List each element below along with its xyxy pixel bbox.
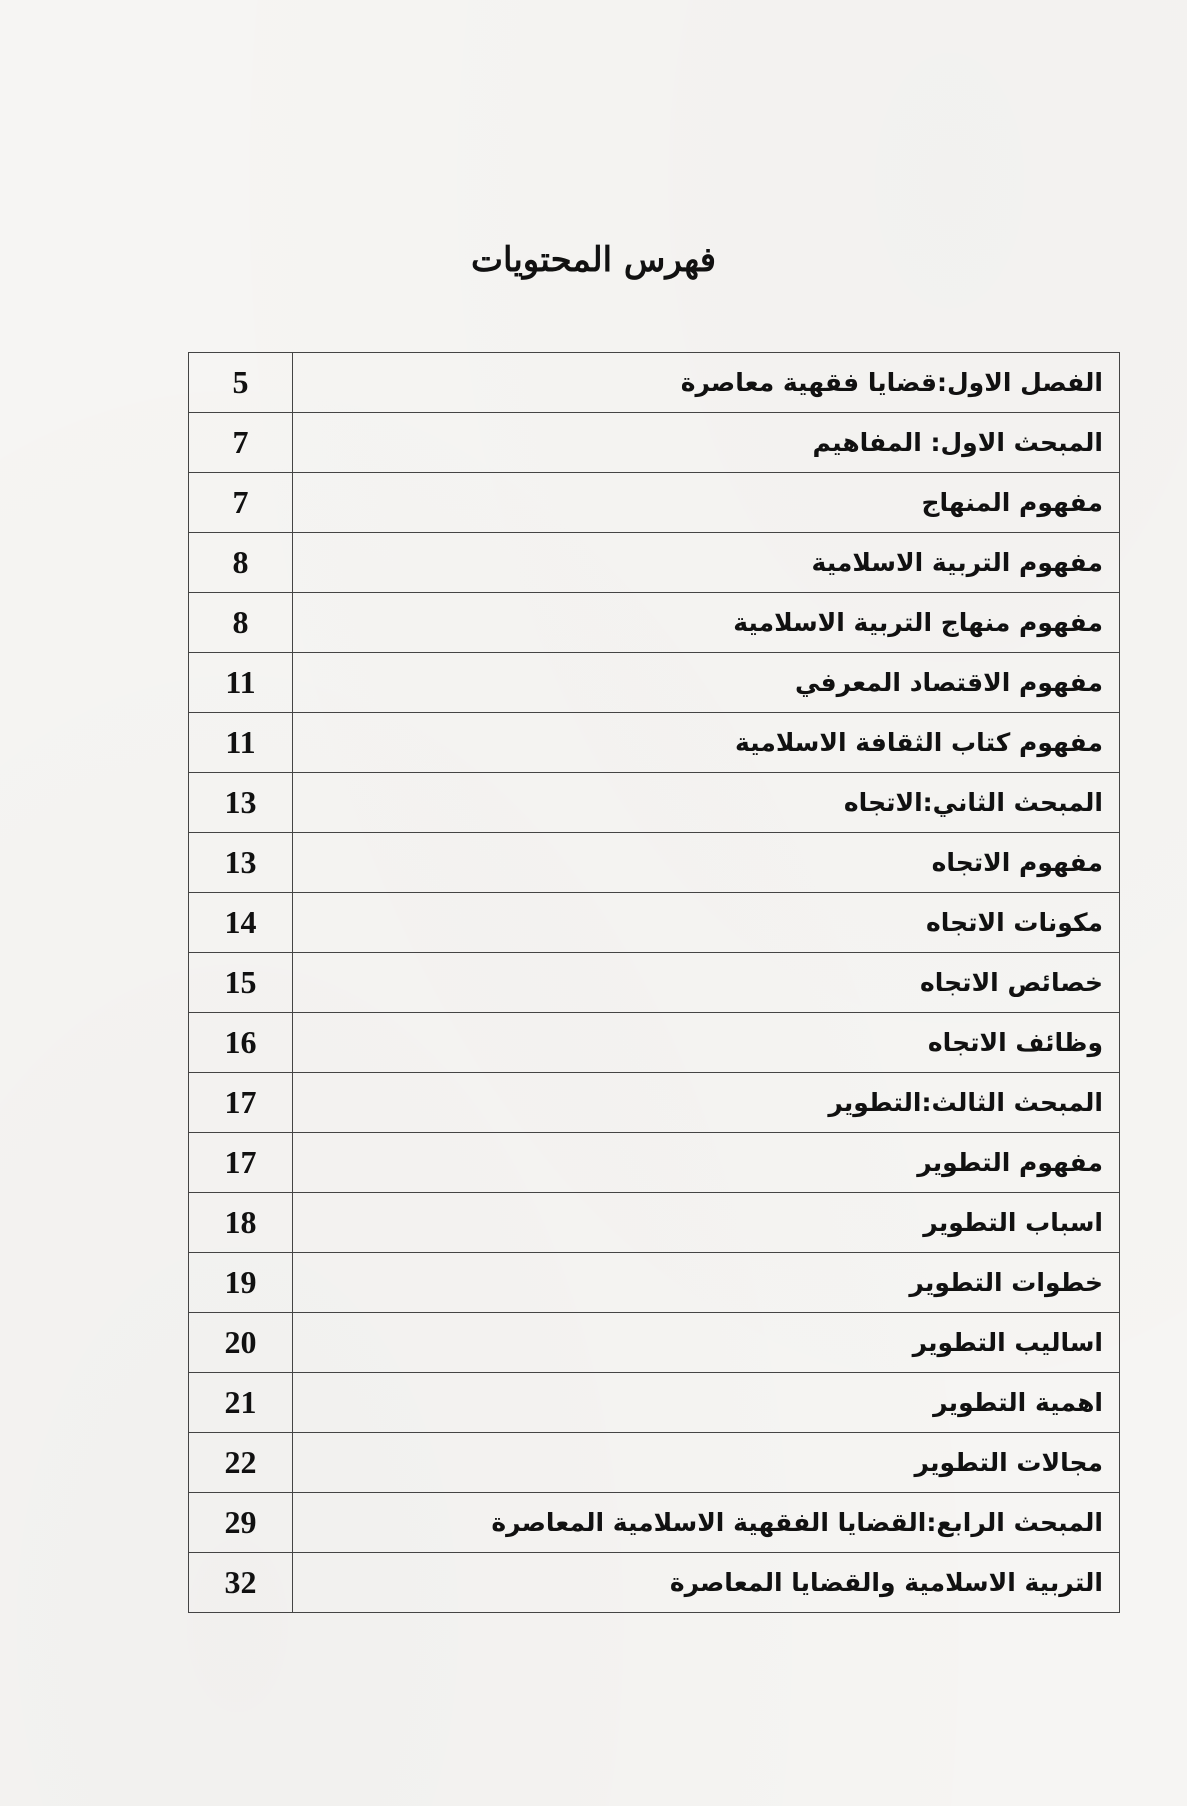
- toc-entry-page: 20: [189, 1313, 293, 1373]
- toc-row: [189, 473, 1120, 533]
- toc-entry-title: المبحث الاول: المفاهيم: [293, 413, 1120, 473]
- toc-entry-page: 17: [189, 1133, 293, 1193]
- toc-row: [189, 413, 1120, 473]
- toc-entry-title: التربية الاسلامية والقضايا المعاصرة: [293, 1553, 1120, 1613]
- toc-entry-page: 29: [189, 1493, 293, 1553]
- toc-entry-title: خطوات التطوير: [293, 1253, 1120, 1313]
- toc-entry-title: مفهوم المنهاج: [293, 473, 1120, 533]
- toc-row: [189, 1253, 1120, 1313]
- toc-entry-page: 22: [189, 1433, 293, 1493]
- toc-entry-title: اسباب التطوير: [293, 1193, 1120, 1253]
- toc-entry-title: مكونات الاتجاه: [293, 893, 1120, 953]
- toc-row: [189, 893, 1120, 953]
- toc-entry-title: مفهوم كتاب الثقافة الاسلامية: [293, 713, 1120, 773]
- toc-entry-title: مفهوم التربية الاسلامية: [293, 533, 1120, 593]
- toc-entry-page: 19: [189, 1253, 293, 1313]
- toc-row: [189, 773, 1120, 833]
- toc-row: [189, 833, 1120, 893]
- toc-entry-page: 32: [189, 1553, 293, 1613]
- toc-entry-page: 7: [189, 473, 293, 533]
- toc-entry-title: مفهوم التطوير: [293, 1133, 1120, 1193]
- toc-entry-title: مجالات التطوير: [293, 1433, 1120, 1493]
- toc-entry-page: 14: [189, 893, 293, 953]
- contents-table: [188, 352, 1120, 1613]
- toc-entry-page: 13: [189, 773, 293, 833]
- toc-row: [189, 1553, 1120, 1613]
- toc-entry-title: الفصل الاول:قضايا فقهية معاصرة: [293, 353, 1120, 413]
- toc-row: [189, 1013, 1120, 1073]
- toc-entry-title: اهمية التطوير: [293, 1373, 1120, 1433]
- toc-entry-title: المبحث الثاني:الاتجاه: [293, 773, 1120, 833]
- toc-row: [189, 1493, 1120, 1553]
- toc-entry-page: 8: [189, 593, 293, 653]
- toc-entry-page: 5: [189, 353, 293, 413]
- toc-row: [189, 593, 1120, 653]
- toc-row: [189, 953, 1120, 1013]
- toc-entry-page: 11: [189, 713, 293, 773]
- toc-row: [189, 1313, 1120, 1373]
- toc-row: [189, 1073, 1120, 1133]
- toc-entry-page: 18: [189, 1193, 293, 1253]
- toc-entry-page: 8: [189, 533, 293, 593]
- toc-entry-title: مفهوم الاتجاه: [293, 833, 1120, 893]
- toc-row: [189, 1433, 1120, 1493]
- toc-entry-page: 21: [189, 1373, 293, 1433]
- toc-row: [189, 653, 1120, 713]
- toc-entry-title: مفهوم منهاج التربية الاسلامية: [293, 593, 1120, 653]
- toc-entry-title: خصائص الاتجاه: [293, 953, 1120, 1013]
- contents-table-body: [189, 353, 1120, 1613]
- toc-row: [189, 1133, 1120, 1193]
- toc-row: [189, 533, 1120, 593]
- toc-entry-page: 15: [189, 953, 293, 1013]
- toc-row: [189, 1193, 1120, 1253]
- toc-row: [189, 1373, 1120, 1433]
- toc-entry-page: 7: [189, 413, 293, 473]
- toc-row: [189, 353, 1120, 413]
- toc-entry-page: 13: [189, 833, 293, 893]
- toc-entry-title: المبحث الرابع:القضايا الفقهية الاسلامية المعاصرة: [293, 1493, 1120, 1553]
- toc-entry-page: 17: [189, 1073, 293, 1133]
- page-title: فهرس المحتويات: [470, 240, 717, 280]
- toc-entry-title: مفهوم الاقتصاد المعرفي: [293, 653, 1120, 713]
- toc-entry-title: اساليب التطوير: [293, 1313, 1120, 1373]
- toc-entry-title: المبحث الثالث:التطوير: [293, 1073, 1120, 1133]
- toc-entry-page: 16: [189, 1013, 293, 1073]
- toc-entry-page: 11: [189, 653, 293, 713]
- toc-entry-title: وظائف الاتجاه: [293, 1013, 1120, 1073]
- toc-row: [189, 713, 1120, 773]
